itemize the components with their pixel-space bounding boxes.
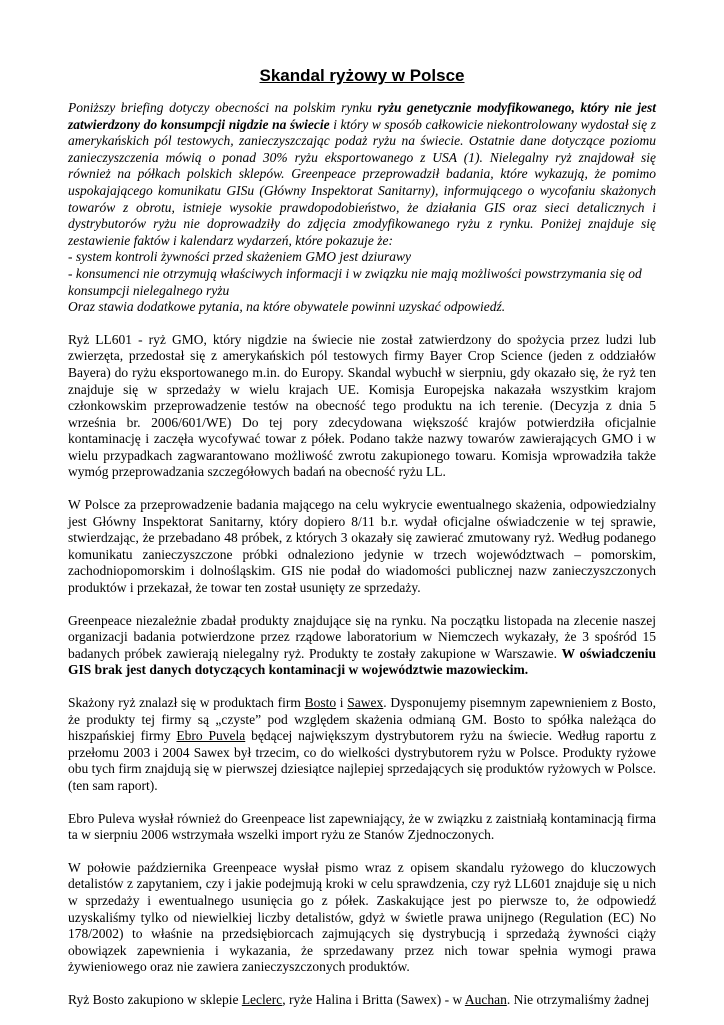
paragraph-text: i: [336, 695, 348, 710]
intro-text: Poniższy briefing dotyczy obecności na polskim rynku: [68, 100, 378, 115]
intro-paragraph: [68, 100, 656, 316]
intro-bold-text: ryżu genetycznie modyfikowanego, który nie jest zatwierdzony do konsumpcji nigdzie na świecie: [68, 100, 656, 132]
paragraph-gis: W Polsce za przeprowadzenie badania mającego na celu wykrycie ewentualnego skażenia, odpowiedzialny jest Główny Inspektorat Sanitarny, który dopiero 8/11 b.r. wydał oficjalne oświadczenie w tej sprawie, stwierdzając, że przebadano 48 próbek, z których 3 okazały się zawierać zmutowany ryż. Według podanego komunikatu zanieczyszczone próbki odnaleziono jedynie w trzech województwach – pomorskim, zachodniopomorskim i dolnośląskim. GIS nie podał do wiadomości publicznej nazw zanieczyszczonych produktów i przekazał, że towar ten został usunięty ze sprzedaży.: [68, 497, 656, 596]
brand-ebro-puvela: Ebro Puvela: [176, 728, 246, 744]
intro-bullet-2: - konsumenci nie otrzymują właściwych informacji i w związku nie mają możliwości powstrzymania się od konsumpcji nielegalnego ryżu: [68, 265, 642, 298]
paragraph-retailers: W połowie października Greenpeace wysłał pismo wraz z opisem skandalu ryżowego do kluczowych detalistów z zapytaniem, czy i jakie podejmują kroki w celu sprawdzenia, czy ryż LL601 znajduje się u nich w sprzedaży i ewentualnego usunięcia go z półek. Zaskakujące jest po pierwsze to, że odpowiedź uzyskaliśmy tylko od niewielkiej liczby detalistów, gdyż w świetle prawa unijnego (Regulation (EC) No 178/2002) to właśnie na przedsiębiorcach zajmujących się dystrybucją i sprzedażą żywności ciąży obowiązek zapewnienia i wykazania, że sprzedawany przez nich towar spełnia wymogi prawa żywieniowego oraz nie zawiera zanieczyszczonych produktów.: [68, 859, 656, 975]
brand-sawex: Sawex: [347, 695, 384, 710]
brand-bosto: Bosto: [304, 695, 337, 710]
paragraph-contaminated-products: [68, 695, 656, 795]
paragraph-text: Skażony ryż znalazł się w produktach firm: [68, 695, 305, 710]
paragraph-ll601: Ryż LL601 - ryż GMO, który nigdzie na świecie nie został zatwierdzony do spożycia przez ludzi lub zwierzęta, przedostał się z amerykańskich pól testowych firmy Bayer Crop Science (jeden z oddziałów Bayera) do ryżu eksportowanego m.in. do Europy. Skandal wybuchł w sierpniu, gdy okazało się, że ryż ten znajduje się w sprzedaży w wielu krajach UE. Komisja Europejska nakazała wszystkim krajom członkowskim przeprowadzenie testów na obecność tego produktu na ich terenie. (Decyzja z dnia 5 września br. 2006/601/WE) Do tej pory zdecydowana większość krajów potwierdziła oficjalnie kontaminację i zaczęła wycofywać towar z półek. Podano także nazwy towarów zawierających GMO i w wielu przypadkach zagwarantowano możliwość zwrotu zakupionego towaru. Komisja wprowadziła także wymóg przeprowadzania szczegółowych badań na obecność ryżu LL.: [68, 331, 656, 480]
paragraph-bold-text: W oświadczeniu GIS brak jest danych dotyczących kontaminacji w województwie mazowieckim.: [68, 645, 657, 678]
paragraph-text: będącej największym dystrybutorem ryżu na świecie. Według raportu z przełomu 2003 i 2004 Sawex był trzecim, co do wielkości dystrybutorem ryżu w Polsce. Produkty ryżowe obu tych firm znajdują się w pierwszej dziesiątce najlepiej sprzedających się produktów ryżowych w Polsce. (ten sam raport).: [68, 728, 656, 793]
paragraph-text: . Nie otrzymaliśmy żadnej: [506, 991, 650, 1007]
store-auchan: Auchan: [464, 991, 507, 1007]
paragraph-purchases: [68, 992, 656, 1009]
store-leclerc: Leclerc: [241, 991, 283, 1007]
paragraph-text: , ryże Halina i Britta (Sawex) - w: [282, 991, 465, 1007]
intro-bullet-1: - system kontroli żywności przed skażeniem GMO jest dziurawy: [68, 249, 411, 265]
intro-closing: Oraz stawia dodatkowe pytania, na które obywatele powinni uzyskać odpowiedź.: [68, 299, 506, 315]
intro-text-cont: i który w sposób całkowicie niekontrolowany wydostał się z amerykańskich pól testowych, zanieczyszczając podaż ryżu na świecie. Ostatnie dane dotyczące poziomu zanieczyszczenia mówią o ponad 30% ryżu eksportowanego z USA (1). Nielegalny ryż znajdował się również na półkach polskich sklepów. Greenpeace przeprowadził badania, które wykazują, że pomimo uspokajającego komunikatu GISu (Główny Inspektorat Sanitarny), informującego o wycofaniu skażonych towarów z obrotu, istnieje wysokie prawdopodobieństwo, że działania GIS oraz sieci detalicznych i dystrybutorów ryżu nie doprowadziły do zdjęcia zmodyfikowanego ryżu z rynku. Poniżej znajduje się zestawienie faktów i kalendarz wydarzeń, które pokazuje że:: [68, 116, 656, 248]
paragraph-ebro-puleva: Ebro Puleva wysłał również do Greenpeace list zapewniający, że w związku z zaistniałą kontaminacją firma ta w sierpniu 2006 wstrzymała wszelki import ryżu ze Stanów Zjednoczonych.: [68, 810, 656, 843]
document-page: [68, 66, 656, 1025]
page-title: Skandal ryżowy w Polsce: [259, 66, 465, 85]
paragraph-text: Greenpeace niezależnie zbadał produkty znajdujące się na rynku. Na początku listopada na zlecenie naszej organizacji badania potwierdzone przez rządowe laboratorium w Niemczech wykazały, że 3 spośród 15 badanych próbek zawierają nielegalny ryż. Produkty te zostały zakupione w Warszawie.: [68, 612, 656, 661]
paragraph-greenpeace-tests: [68, 613, 656, 679]
paragraph-text: . Dysponujemy pisemnym zapewnieniem z Bosto, że produkty tej firmy są „czyste” pod względem skażenia odmianą GM. Bosto to spółka należąca do hiszpańskiej firmy: [68, 695, 656, 744]
paragraph-text: Ryż Bosto zakupiono w sklepie: [68, 991, 242, 1007]
